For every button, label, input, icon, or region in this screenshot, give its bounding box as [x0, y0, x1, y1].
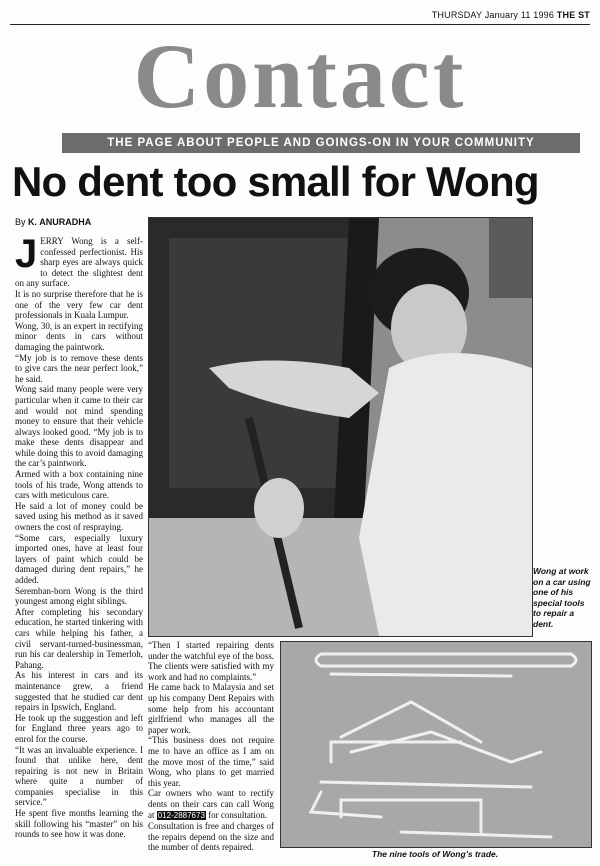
paragraph: He took up the suggestion and left for England three years ago to enrol for the course. — [15, 712, 143, 744]
paragraph: He said a lot of money could be saved using his method as it saved owners the cost of respraying. — [15, 500, 143, 533]
main-photo-caption: Wong at work on a car using one of his special tools to repair a dent. — [533, 566, 591, 629]
paragraph: After completing his secondary education, he started tinkering with cars while helping his father, a civil servant-turned-businessman, run his car dealership in Temerloh, Pahang. — [15, 606, 143, 670]
paragraph: Wong said many people were very particular when it came to their car and would not mind spending money to ensure that their vehicle always looked good. “My job is to make these dents disappear and while doing this to avoid damaging the car’s paintwork. — [15, 384, 143, 469]
article-headline: No dent too small for Wong — [12, 158, 539, 205]
byline-prefix: By — [15, 217, 26, 227]
publication-name: THE ST — [556, 10, 590, 20]
paragraph: “Then I started repairing dents under the watchful eye of the boss. The clients were satisfied with my work and had no complaints.” — [148, 640, 274, 682]
masthead — [432, 10, 590, 20]
paragraph: Wong, 30, is an expert in rectifying minor dents in cars without damaging the paintwork. — [15, 320, 143, 352]
paragraph: “This business does not require me to have an office as I am on the move most of the time,” said Wong, who plans to get married this year. — [148, 735, 274, 788]
paragraph: ERRY Wong is a self-confessed perfectionist. His sharp eyes are always quick to detect the slightest dent on any surface. — [15, 236, 143, 289]
byline-author: K. ANURADHA — [28, 217, 92, 227]
tools-photo — [280, 641, 592, 848]
section-title: Contact — [133, 25, 467, 127]
section-tagline: THE PAGE ABOUT PEOPLE AND GOINGS-ON IN YOUR COMMUNITY — [62, 133, 580, 153]
drop-cap: J — [15, 232, 38, 276]
paragraph: Seremban-born Wong is the third youngest among eight siblings. — [15, 585, 143, 607]
byline — [15, 217, 91, 227]
paragraph: He spent five months learning the skill following his “master” on his rounds to see how it was done. — [15, 808, 143, 840]
paragraph: “It was an invaluable experience. I found that unlike here, dent repairing is not new in Britain where quite a number of companies specialise in this service.” — [15, 744, 143, 808]
phone-number: 012-2887673 — [157, 810, 205, 820]
wong-at-work-photo — [149, 218, 532, 636]
tools-illustration — [281, 642, 591, 847]
paragraph: He came back to Malaysia and set up his company Dent Repairs with some help from his accountant girlfriend who manages all the paper work. — [148, 682, 274, 735]
paragraph — [148, 788, 274, 821]
paragraph: It is no surprise therefore that he is one of the very few car dent professionals in Kuala Lumpur. — [15, 288, 143, 321]
issue-date: THURSDAY January 11 1996 — [431, 10, 555, 20]
tools-photo-caption: The nine tools of Wong’s trade. — [371, 849, 499, 859]
paragraph: Armed with a box containing nine tools of his trade, Wong attends to cars with meticulous care. — [15, 469, 143, 501]
paragraph: Consultation is free and charges of the repairs depend on the size and the number of dents repaired. — [148, 821, 274, 853]
contact-text-after: for consultation. — [208, 809, 268, 820]
contact-text-before: Car owners who want to rectify dents on their cars can call Wong at — [148, 788, 274, 820]
article-column-1 — [15, 232, 143, 840]
article-column-2 — [148, 640, 274, 853]
paragraph: “My job is to remove these dents to give cars the near perfect look,” he said. — [15, 352, 143, 384]
main-photo — [148, 217, 533, 637]
paragraph: As his interest in cars and its maintenance grew, a friend suggested that he studied car dent repairs in Ipswich, England. — [15, 670, 143, 713]
paragraph: “Some cars, especially luxury imported ones, have at least four layers of paint which could be damaged during dent repairs,” he added. — [15, 532, 143, 585]
